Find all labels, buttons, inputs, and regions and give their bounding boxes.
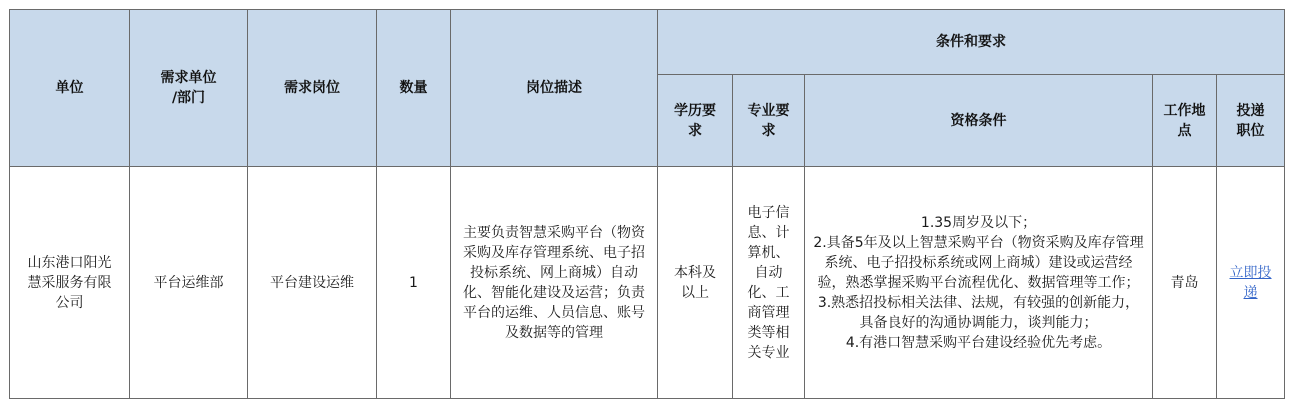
- header-count: 数量: [377, 10, 451, 167]
- cell-count: 1: [377, 167, 451, 399]
- cell-dept: 平台运维部: [130, 167, 248, 399]
- job-table: [9, 9, 1285, 399]
- header-position: 需求岗位: [248, 10, 377, 167]
- cell-description: 主要负责智慧采购平台（物资采购及库存管理系统、电子招投标系统、网上商城）自动化、智能化建设及运营；负责平台的运维、人员信息、账号及数据等的管理: [451, 167, 658, 399]
- header-location: 工作地 点: [1153, 75, 1217, 167]
- cell-location: 青岛: [1153, 167, 1217, 399]
- header-apply: 投递 职位: [1217, 75, 1285, 167]
- table-row: [10, 167, 1285, 399]
- header-description: 岗位描述: [451, 10, 658, 167]
- apply-link[interactable]: 立即投 递: [1229, 264, 1272, 301]
- header-major: 专业要 求: [733, 75, 805, 167]
- cell-unit: 山东港口阳光 慧采服务有限 公司: [10, 167, 130, 399]
- cell-position: 平台建设运维: [248, 167, 377, 399]
- cell-qualifications: 1.35周岁及以下； 2.具备5年及以上智慧采购平台（物资采购及库存管理系统、电子招投标系统或网上商城）建设或运营经验，熟悉掌握采购平台流程优化、数据管理等工作； 3.熟悉招投标相关法律、法规，有较强的创新能力，具备良好的沟通协调能力，谈判能力； 4.有港口智慧采购平台建设经验优先考虑。: [805, 167, 1153, 399]
- header-qualifications: 资格条件: [805, 75, 1153, 167]
- header-conditions: 条件和要求: [658, 10, 1285, 75]
- cell-apply: [1217, 167, 1285, 399]
- cell-education: 本科及 以上: [658, 167, 733, 399]
- header-unit: 单位: [10, 10, 130, 167]
- header-dept: 需求单位 /部门: [130, 10, 248, 167]
- header-education: 学历要 求: [658, 75, 733, 167]
- header-row-1: [10, 10, 1285, 75]
- cell-major: 电子信 息、计 算机、 自动 化、工 商管理 类等相 关专业: [733, 167, 805, 399]
